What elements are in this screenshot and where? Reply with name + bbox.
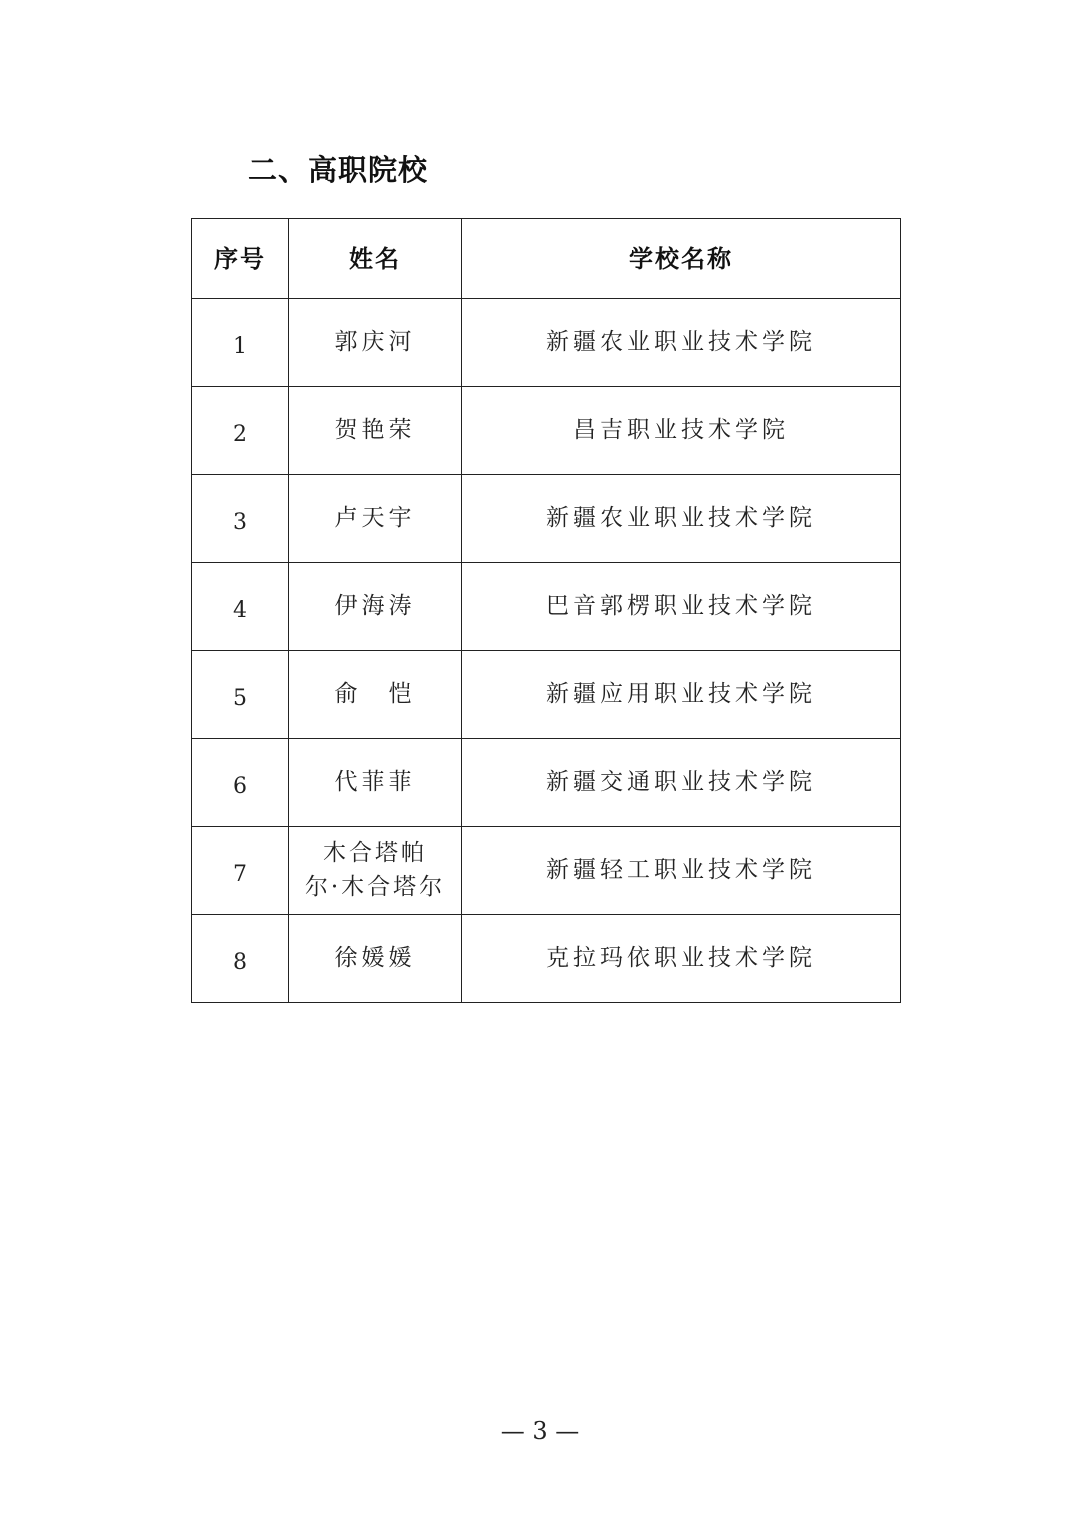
- page-number: — 3 —: [500, 1417, 580, 1445]
- header-school: 学校名称: [462, 219, 901, 299]
- row-num: 6: [192, 739, 289, 827]
- row-name-line-2: 尔·木合塔尔: [304, 873, 446, 900]
- table-row: [192, 299, 901, 387]
- row-name: 贺艳荣: [289, 387, 462, 475]
- row-name: 卢天宇: [289, 475, 462, 563]
- row-name: [289, 827, 462, 915]
- row-name: 伊海涛: [289, 563, 462, 651]
- table-row: [192, 563, 901, 651]
- row-school: 巴音郭楞职业技术学院: [462, 563, 901, 651]
- row-num: 5: [192, 651, 289, 739]
- row-num: 1: [192, 299, 289, 387]
- awardee-table: [191, 218, 901, 1003]
- row-school: 新疆交通职业技术学院: [462, 739, 901, 827]
- header-num: 序号: [192, 219, 289, 299]
- row-name: 俞 恺: [289, 651, 462, 739]
- table-row: [192, 739, 901, 827]
- table-row: [192, 915, 901, 1003]
- row-school: 新疆应用职业技术学院: [462, 651, 901, 739]
- row-school: 新疆农业职业技术学院: [462, 299, 901, 387]
- row-num: 3: [192, 475, 289, 563]
- table-row: [192, 387, 901, 475]
- table-row: [192, 651, 901, 739]
- table-row: [192, 475, 901, 563]
- table-row: [192, 827, 901, 915]
- table-header-row: [192, 219, 901, 299]
- section-heading: 二、高职院校: [248, 153, 429, 187]
- row-school: 新疆轻工职业技术学院: [462, 827, 901, 915]
- row-num: 4: [192, 563, 289, 651]
- row-num: 2: [192, 387, 289, 475]
- header-name: 姓名: [289, 219, 462, 299]
- row-num: 8: [192, 915, 289, 1003]
- row-school: 新疆农业职业技术学院: [462, 475, 901, 563]
- row-name-line-1: 木合塔帕: [323, 840, 427, 867]
- row-name: 徐媛媛: [289, 915, 462, 1003]
- row-name: 郭庆河: [289, 299, 462, 387]
- row-num: 7: [192, 827, 289, 915]
- row-school: 克拉玛依职业技术学院: [462, 915, 901, 1003]
- row-name: 代菲菲: [289, 739, 462, 827]
- row-school: 昌吉职业技术学院: [462, 387, 901, 475]
